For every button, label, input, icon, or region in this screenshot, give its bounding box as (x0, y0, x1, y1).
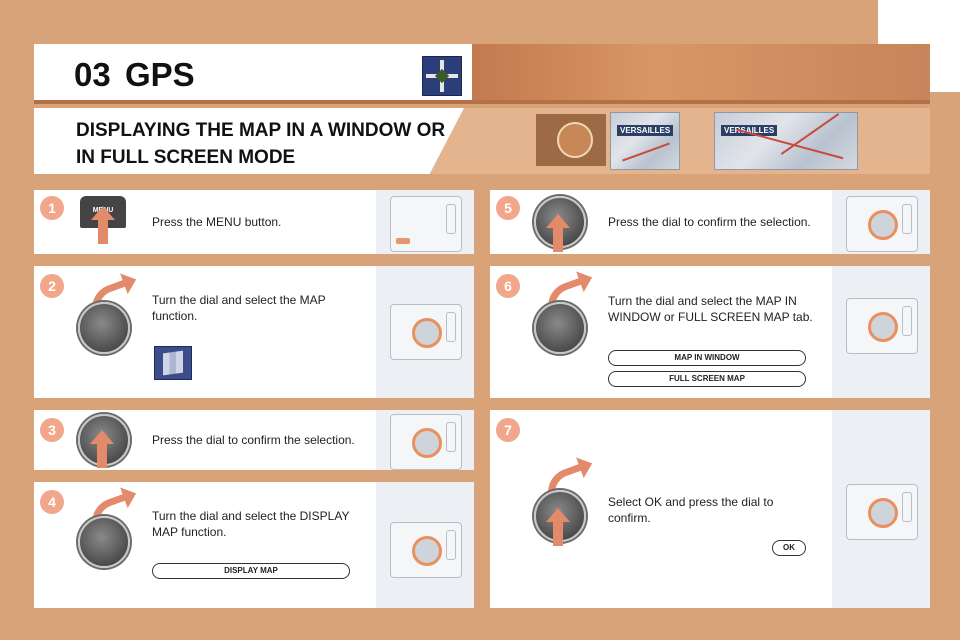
step-number: 7 (496, 418, 520, 442)
chapter-number: 03 (74, 56, 111, 93)
press-arrow-icon (98, 218, 108, 244)
chapter-title: GPS (125, 56, 195, 93)
ok-option: OK (772, 540, 806, 556)
clock-icon (557, 122, 593, 158)
step-number: 5 (496, 196, 520, 220)
radio-control-icon (382, 186, 468, 256)
radio-control-icon (382, 404, 468, 474)
map-function-icon (154, 346, 192, 380)
step-text: Select OK and press the dial to confirm. (608, 495, 774, 525)
step-number: 6 (496, 274, 520, 298)
radio-control-icon (382, 512, 468, 582)
press-arrow-icon (553, 520, 563, 546)
step-text: Press the MENU button. (152, 215, 282, 229)
press-arrow-icon (97, 442, 107, 468)
step-text: Turn the dial and select the MAP IN WINDOW or FULL SCREEN MAP tab. (608, 294, 813, 324)
step-text: Turn the dial and select the MAP function. (152, 293, 326, 323)
radio-control-icon (838, 186, 924, 256)
radio-control-icon (838, 288, 924, 358)
step-text: Press the dial to confirm the selection. (608, 215, 811, 229)
full-screen-map-option: FULL SCREEN MAP (608, 371, 806, 387)
map-in-window-option: MAP IN WINDOW (608, 350, 806, 366)
step-number: 2 (40, 274, 64, 298)
press-arrow-icon (553, 226, 563, 252)
section-title: DISPLAYING THE MAP IN A WINDOW OR IN FULL SCREEN MODE (76, 120, 446, 168)
map-fullscreen-thumbnail: VERSAILLES (714, 112, 858, 170)
gps-crossroad-icon (422, 56, 462, 96)
display-map-option: DISPLAY MAP (152, 563, 350, 579)
dial-icon (534, 302, 586, 354)
step-text: Press the dial to confirm the selection. (152, 433, 355, 447)
dial-icon (78, 516, 130, 568)
step-number: 4 (40, 490, 64, 514)
radio-control-icon (838, 474, 924, 544)
step-text: Turn the dial and select the DISPLAY MAP function. (152, 509, 350, 539)
step-number: 1 (40, 196, 64, 220)
step-number: 3 (40, 418, 64, 442)
radio-control-icon (382, 294, 468, 364)
dial-icon (78, 302, 130, 354)
map-window-thumbnail: VERSAILLES (610, 112, 680, 170)
